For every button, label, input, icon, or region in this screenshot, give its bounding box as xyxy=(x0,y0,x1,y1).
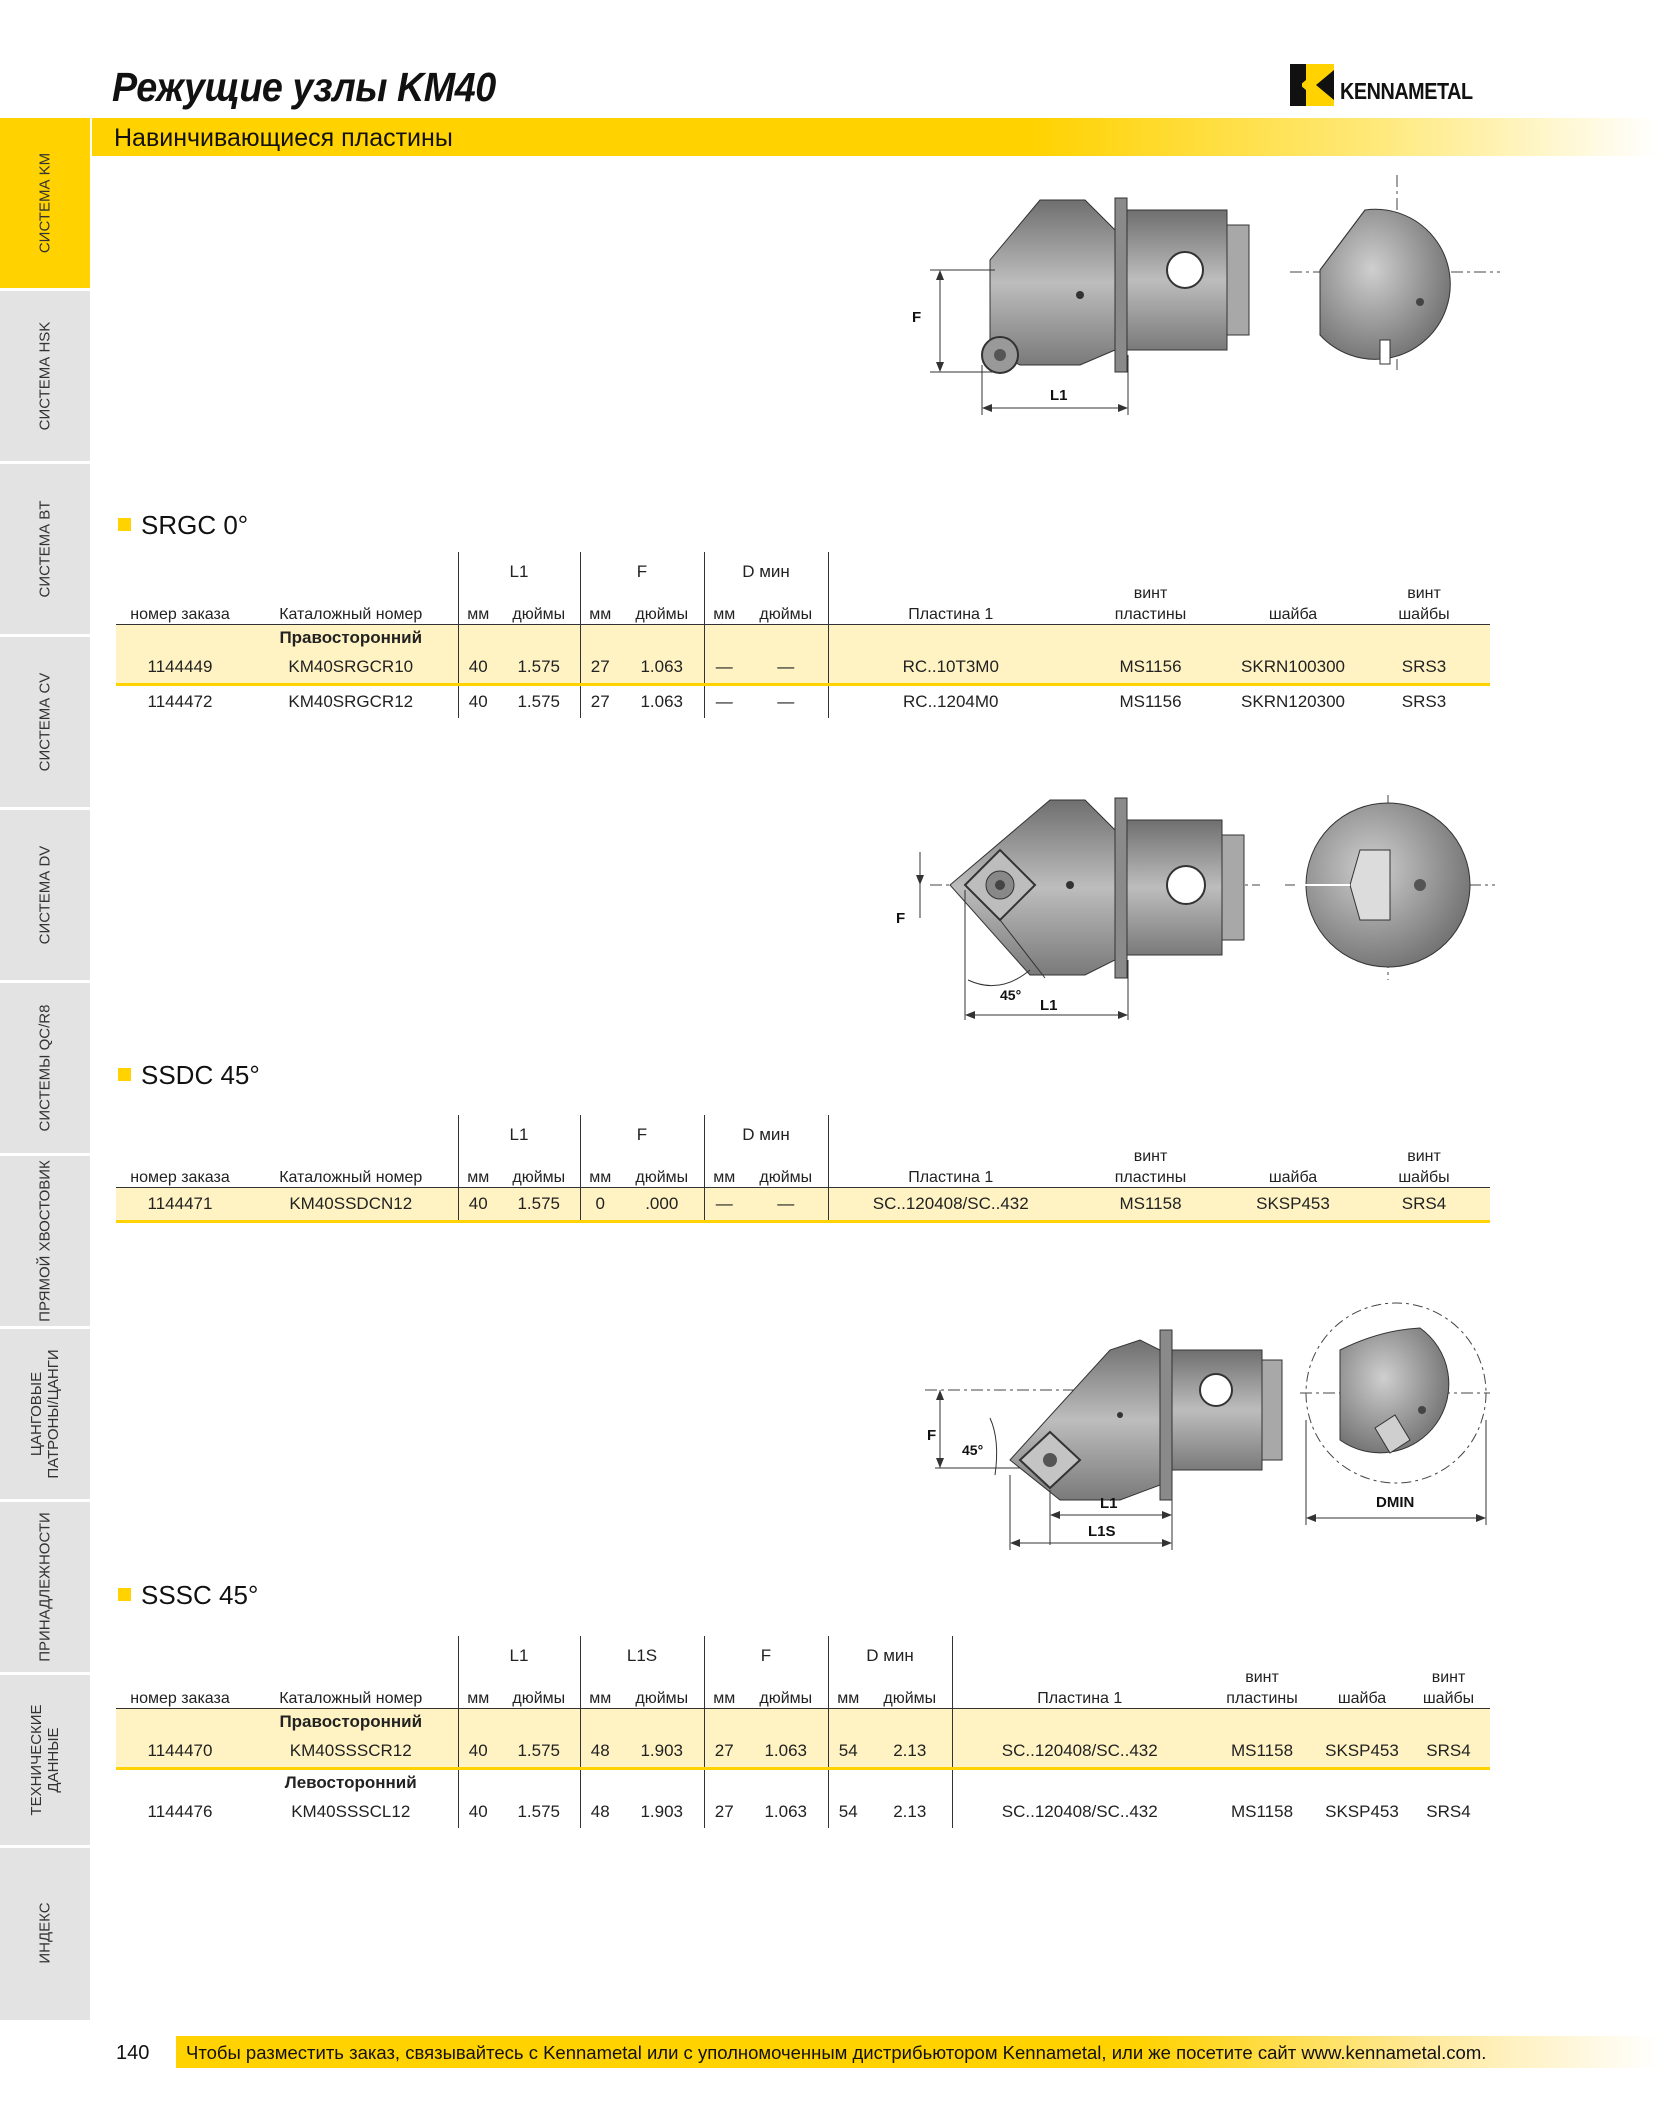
section-title-text: SRGC 0° xyxy=(141,510,249,540)
ssdc-table: L1 F D мин винт винт номер заказа Каталожный номер мм дюймы мм дюймы мм дюймы Пластина 1 пластины шайба шайбы 1144471 KM40SSDCN12 40 1.575 0 .000 — — SC..120408/SC..432 MS1158 SKSP453 SRS4 xyxy=(116,1115,1490,1223)
tab-label: СИСТЕМА KM xyxy=(36,152,54,254)
section-title-srgc xyxy=(118,510,248,541)
ssdc-drawing xyxy=(890,790,1520,1030)
col-catalog-no: Каталожный номер xyxy=(244,602,458,625)
tab-dv-system[interactable] xyxy=(0,810,90,983)
dmin-label: DMIN xyxy=(1376,1494,1415,1511)
tab-accessories[interactable] xyxy=(0,1502,90,1675)
tab-hsk-system[interactable] xyxy=(0,291,90,464)
tab-label: ПРЯМОЙ ХВОСТОВИК xyxy=(36,1160,54,1322)
tab-label: СИСТЕМЫ QC/R8 xyxy=(36,1004,54,1132)
col-screw-insert-1: винт xyxy=(1133,585,1168,602)
col-dmin: D мин xyxy=(828,1636,952,1666)
group-right-hand: Правосторонний xyxy=(244,625,458,652)
col-f: F xyxy=(580,1115,704,1145)
col-l1s: L1S xyxy=(580,1636,704,1666)
section-title-text: SSDC 45° xyxy=(141,1060,260,1090)
logo-text: KENNAMETAL xyxy=(1340,78,1473,104)
group-right-hand: Правосторонний xyxy=(244,1709,458,1736)
col-dmin: D мин xyxy=(704,1115,828,1145)
f-label: F xyxy=(896,910,906,927)
section-square-icon xyxy=(118,1588,131,1601)
section-title-sssc xyxy=(118,1580,258,1611)
col-screw-shim-1: винт xyxy=(1407,585,1441,602)
col-insert: Пластина 1 xyxy=(828,602,1073,625)
l1-label: L1 xyxy=(1100,1495,1118,1512)
group-left-hand: Левосторонний xyxy=(284,1773,417,1792)
tab-label: ИНДЕКС xyxy=(36,1902,54,1964)
tab-label: СИСТЕМА BT xyxy=(36,500,54,598)
col-l1: L1 xyxy=(458,1636,580,1666)
angle-label: 45° xyxy=(1000,987,1022,1003)
angle-label: 45° xyxy=(962,1442,984,1458)
f-label: F xyxy=(912,309,922,326)
l1s-label: L1S xyxy=(1088,1523,1116,1540)
tab-label: СИСТЕМА HSK xyxy=(36,321,54,431)
tab-label: СИСТЕМА DV xyxy=(36,845,54,945)
tab-index[interactable] xyxy=(0,1848,90,2023)
tab-cv-system[interactable] xyxy=(0,637,90,810)
section-title-text: SSSC 45° xyxy=(141,1580,259,1610)
col-f: F xyxy=(580,552,704,582)
l1-label: L1 xyxy=(1050,387,1068,404)
tab-bt-system[interactable] xyxy=(0,464,90,637)
sssc-drawing xyxy=(910,1300,1500,1560)
tab-qc-r8-systems[interactable] xyxy=(0,983,90,1156)
sssc-table: L1 L1S F D мин винт винт номер заказа Каталожный номер мм дюймы мм дюймы мм дюймы мм дюймы Пластина 1 пластины шайба шайбы Правосторонний 1144470 KM40SSSCR12 40 1.575 48 1.903 27 1.063 54 2.13 SC..120408/SC..432 MS1158 SKSP453 SRS4 Левосторонний 1144476 KM40SSSCL12 40 1.575 48 1.903 27 1.063 54 2.13 SC..120408/SC..432 MS1158 SKSP453 SRS4 xyxy=(116,1636,1490,1828)
tab-straight-shank[interactable] xyxy=(0,1156,90,1329)
tab-label: ТЕХНИЧЕСКИЕ ДАННЫЕ xyxy=(28,1704,62,1816)
tab-km-system[interactable] xyxy=(0,118,90,291)
page-number: 140 xyxy=(116,2042,150,2064)
col-f: F xyxy=(704,1636,828,1666)
table-row: 1144476 KM40SSSCL12 40 1.575 48 1.903 27 1.063 54 2.13 SC..120408/SC..432 MS1158 SKSP453 SRS4 xyxy=(116,1796,1490,1828)
f-label: F xyxy=(927,1427,937,1444)
col-shim: шайба xyxy=(1228,602,1358,625)
page-title: Режущие узлы KM40 xyxy=(112,64,496,110)
tab-label: ЦАНГОВЫЕ ПАТРОНЫ/ЦАНГИ xyxy=(28,1349,62,1479)
tab-technical-data[interactable] xyxy=(0,1675,90,1848)
srgc-drawing xyxy=(900,170,1520,420)
table-row: 1144449 KM40SRGCR10 40 1.575 27 1.063 — — RC..10T3M0 MS1156 SKRN100300 SRS3 xyxy=(116,651,1490,685)
tab-label: ПРИНАДЛЕЖНОСТИ xyxy=(36,1512,54,1662)
col-l1: L1 xyxy=(458,1115,580,1145)
srgc-table: L1 F D мин винт винт номер заказа Каталожный номер мм дюймы мм дюймы мм дюймы Пластина 1 пластины шайба шайбы Правосторонний 1144449 KM40SRGCR10 40 1.575 27 1.063 — — RC..10T3M0 MS1156 SKRN100300 SRS3 1144472 KM40SRGCR12 40 1.575 27 1.063 — — RC..1204M0 MS1156 SKRN120300 SRS3 xyxy=(116,552,1490,718)
table-row: 1144472 KM40SRGCR12 40 1.575 27 1.063 — — RC..1204M0 MS1156 SKRN120300 SRS3 xyxy=(116,685,1490,719)
col-l1: L1 xyxy=(458,552,580,582)
section-title-ssdc xyxy=(118,1060,260,1091)
table-row: 1144471 KM40SSDCN12 40 1.575 0 .000 — — SC..120408/SC..432 MS1158 SKSP453 SRS4 xyxy=(116,1188,1490,1222)
section-square-icon xyxy=(118,1068,131,1081)
l1-label: L1 xyxy=(1040,997,1058,1014)
table-row: 1144470 KM40SSSCR12 40 1.575 48 1.903 27 1.063 54 2.13 SC..120408/SC..432 MS1158 SKSP453 SRS4 xyxy=(116,1735,1490,1769)
col-order-no: номер заказа xyxy=(116,602,244,625)
col-dmin: D мин xyxy=(704,552,828,582)
tab-collet-chucks[interactable] xyxy=(0,1329,90,1502)
page-subtitle: Навинчивающиеся пластины xyxy=(114,124,453,152)
section-square-icon xyxy=(118,518,131,531)
tab-label: СИСТЕМА CV xyxy=(36,672,54,772)
footer-text: Чтобы разместить заказ, связывайтесь с Kennametal или с уполномоченным дистрибьютором Kennametal, или же посетите сайт www.kennametal.com. xyxy=(186,2042,1487,2063)
